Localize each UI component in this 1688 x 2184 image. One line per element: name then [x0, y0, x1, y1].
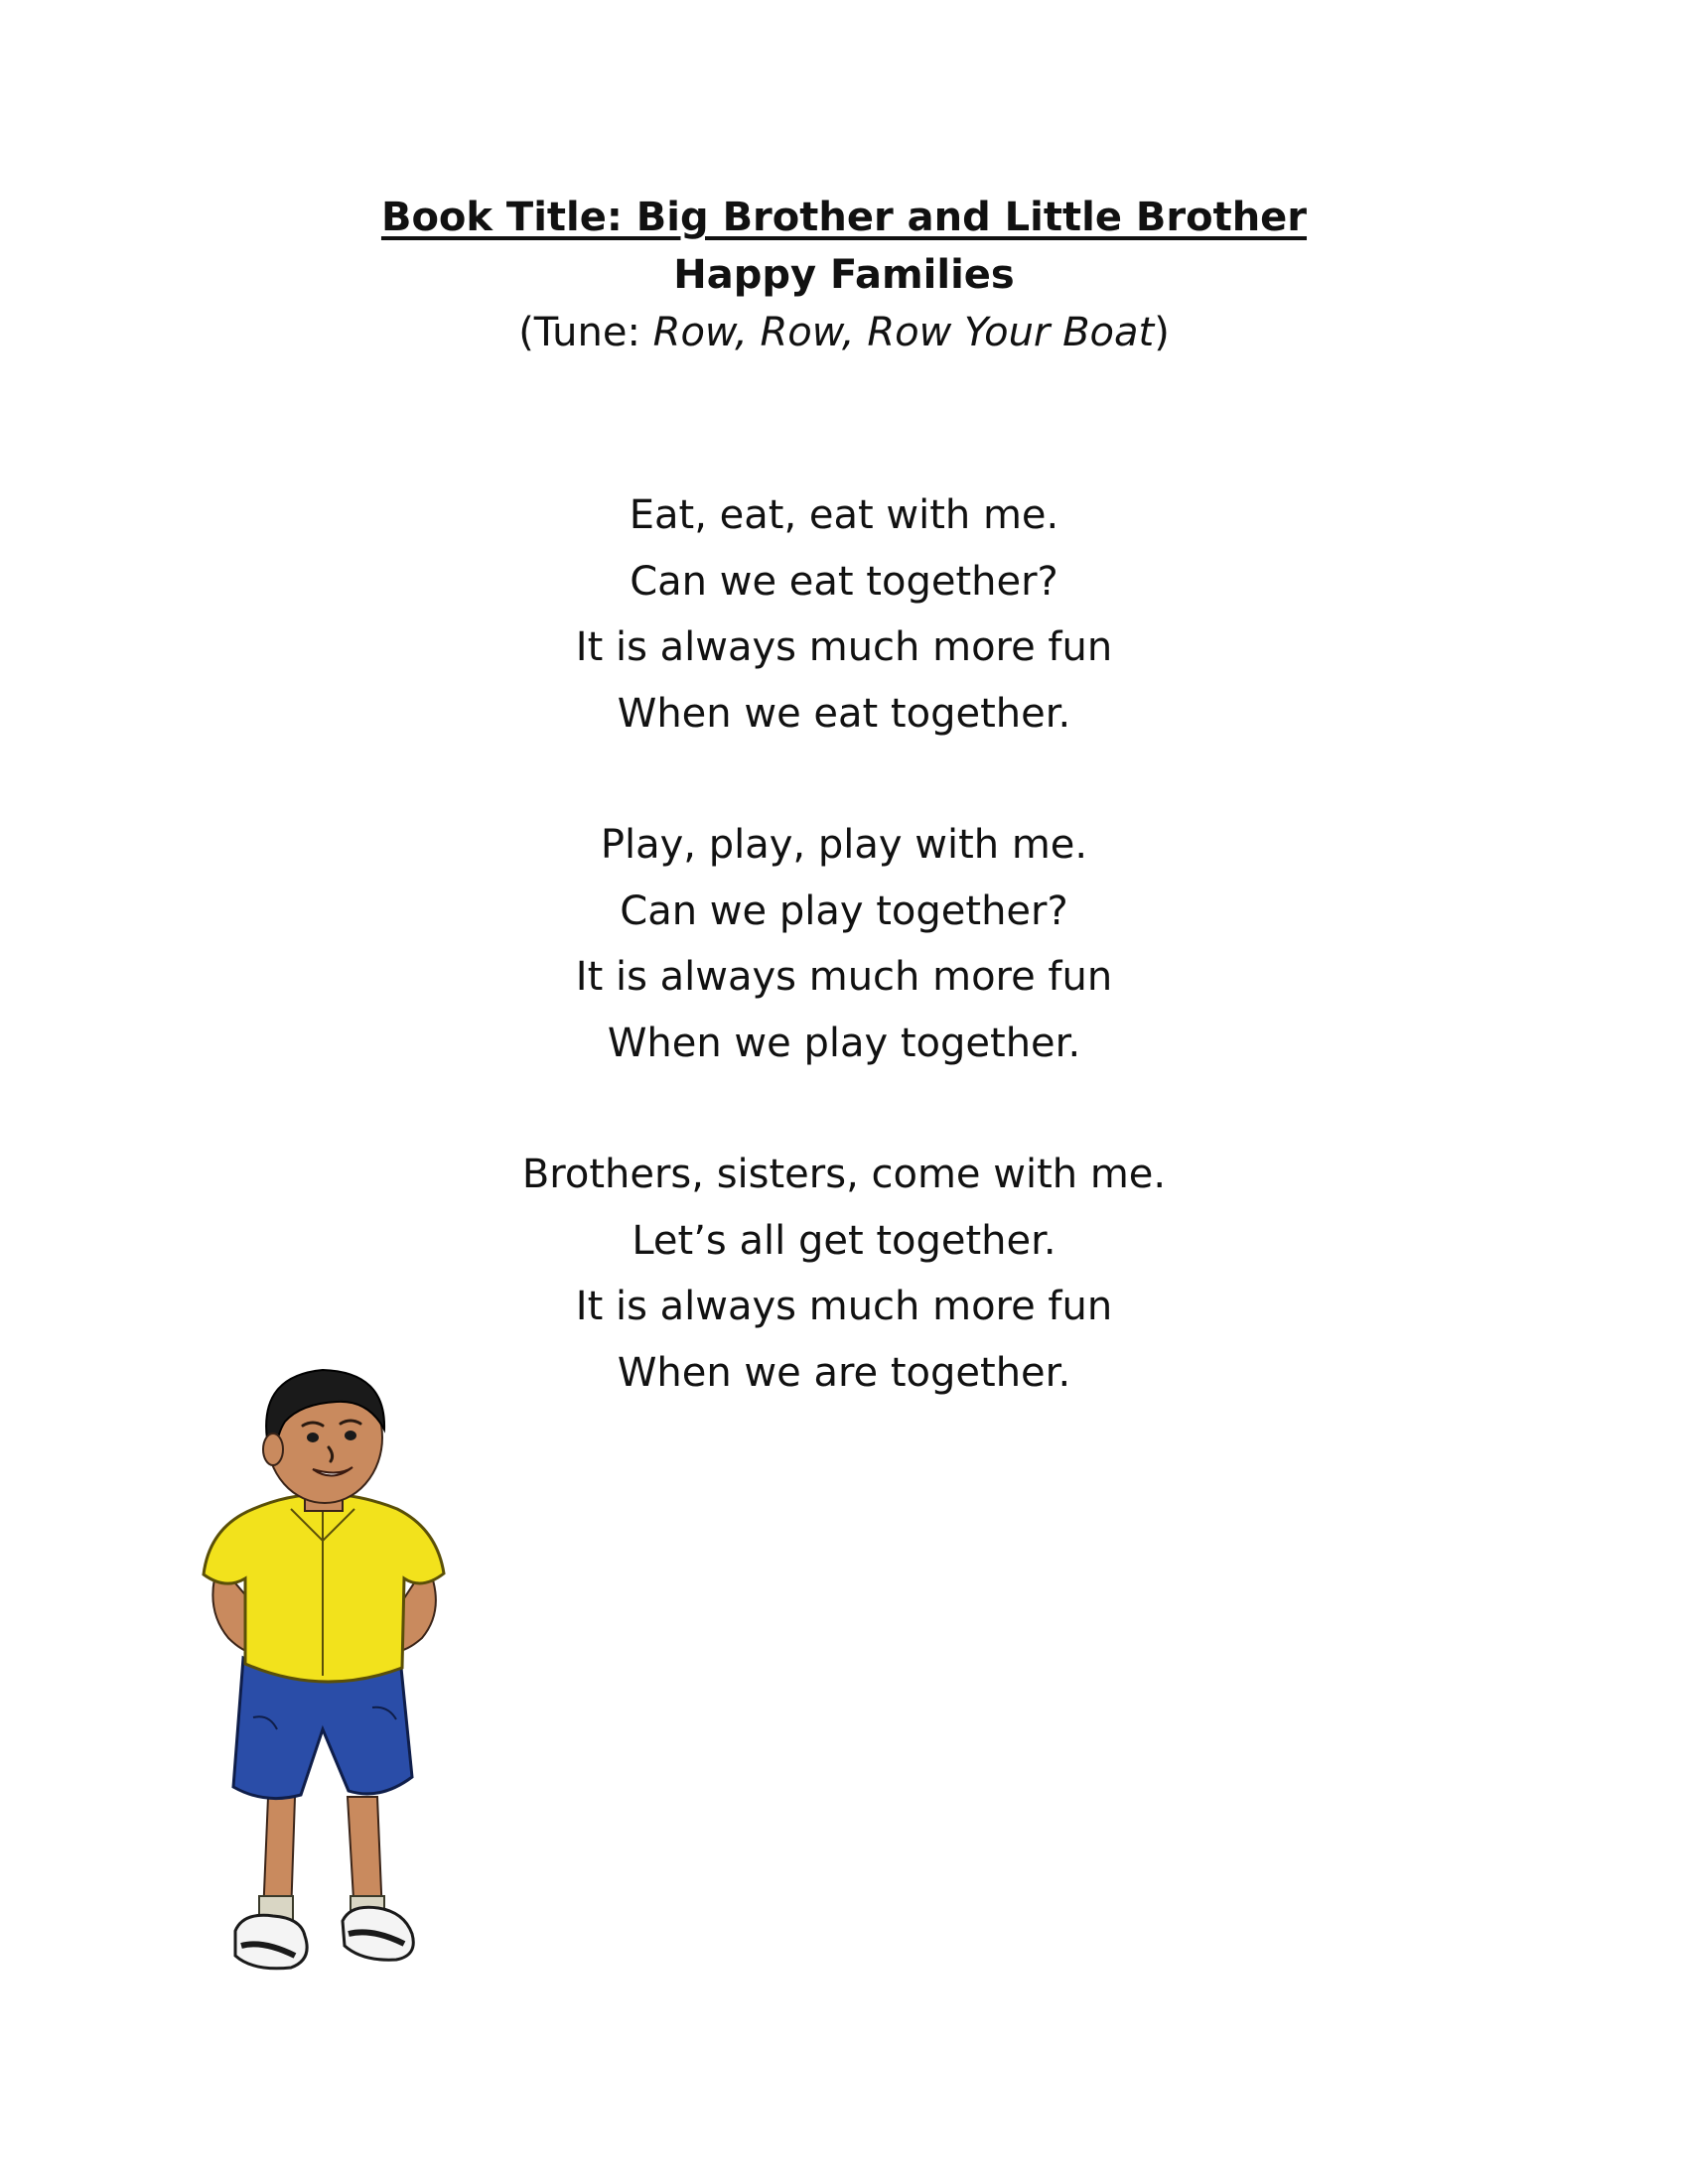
- shoes: [235, 1907, 413, 1969]
- lyric-line: Can we play together?: [620, 887, 1068, 934]
- document-header: [0, 189, 1688, 361]
- lyric-line: It is always much more fun: [575, 1284, 1113, 1329]
- song-title: Happy Families: [673, 252, 1015, 298]
- tune-name: Row, Row, Row Your Boat: [652, 310, 1155, 355]
- lyric-line: Can we eat together?: [630, 558, 1058, 605]
- lyric-line: It is always much more fun: [575, 624, 1113, 670]
- lyric-line: When we are together.: [617, 1349, 1071, 1396]
- tune-open: (Tune:: [518, 310, 653, 355]
- tune-close: ): [1154, 310, 1170, 355]
- lyric-line: Let’s all get together.: [632, 1217, 1056, 1264]
- lyric-line: Eat, eat, eat with me.: [629, 492, 1059, 538]
- lyric-line: Brothers, sisters, come with me.: [521, 1152, 1167, 1197]
- boy-illustration: [174, 1360, 531, 1995]
- lyric-line: When we eat together.: [617, 690, 1071, 737]
- lyric-line: When we play together.: [607, 1020, 1081, 1066]
- lyrics: [0, 482, 1688, 1471]
- lyric-line: Play, play, play with me.: [600, 822, 1088, 868]
- verse-1: [0, 482, 1688, 747]
- tune-line: [0, 304, 1688, 361]
- book-title: Book Title: Big Brother and Little Brother: [380, 195, 1308, 240]
- verse-2: [0, 812, 1688, 1076]
- lyric-line: It is always much more fun: [575, 954, 1113, 1000]
- legs: [259, 1797, 384, 1922]
